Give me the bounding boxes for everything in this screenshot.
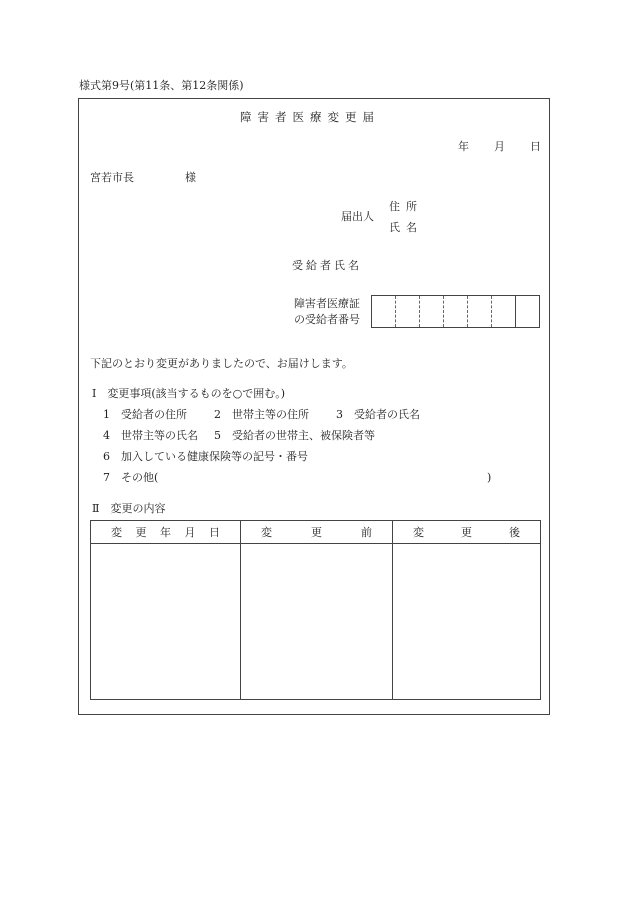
change-after-cell[interactable] (393, 544, 541, 700)
column-header-date-text (91, 524, 240, 540)
number-digit-cell[interactable] (372, 296, 396, 327)
column-header-after (393, 521, 541, 544)
change-item-7: 7 その他( (103, 471, 159, 484)
change-item-6: 6 加入している健康保険等の記号・番号 (103, 450, 308, 463)
change-item-5: 5 受給者の世帯主、被保険者等 (214, 429, 375, 442)
certificate-label-line1: 障害者医療証 (294, 297, 360, 310)
name-label: 氏名 (389, 221, 423, 234)
form-title: 障害者医療変更届 (240, 110, 380, 124)
number-digit-cell[interactable] (468, 296, 492, 327)
column-header-before-text (241, 524, 392, 540)
number-digit-cell[interactable] (396, 296, 420, 327)
applicant-label: 届出人 (341, 210, 374, 223)
change-details-table (90, 520, 541, 700)
date-month-label: 月 (494, 140, 505, 153)
change-item-4: 4 世帯主等の氏名 (103, 429, 198, 442)
column-header-char: 変 (413, 526, 424, 539)
change-before-cell[interactable] (241, 544, 393, 700)
addressee-name: 宮若市長 (90, 171, 134, 184)
change-item-1: 1 受給者の住所 (103, 408, 187, 421)
section1-heading: Ⅰ 変更事項(該当するものを○で囲む。) (92, 387, 286, 400)
recipient-name-label: 受給者氏名 (292, 259, 362, 272)
column-header-char: 更 (311, 526, 322, 539)
column-header-date (91, 521, 241, 544)
column-header-char: 月 (184, 526, 196, 539)
certificate-label-line2: の受給者番号 (294, 313, 360, 326)
column-header-char: 変 (261, 526, 272, 539)
section2-heading: Ⅱ 変更の内容 (92, 502, 166, 515)
number-digit-cell[interactable] (492, 296, 516, 327)
column-header-char: 前 (361, 526, 372, 539)
notice-text: 下記のとおり変更がありましたので、お届けします。 (90, 357, 353, 370)
column-header-after-text (393, 524, 540, 540)
recipient-number-box[interactable] (371, 295, 540, 328)
number-digit-cell[interactable] (444, 296, 468, 327)
column-header-char: 日 (209, 526, 220, 539)
other-close-paren: ) (487, 471, 492, 484)
column-header-char: 更 (461, 526, 472, 539)
change-item-2: 2 世帯主等の住所 (214, 408, 309, 421)
change-date-cell[interactable] (91, 544, 241, 700)
address-label: 住所 (389, 200, 423, 213)
date-day-label: 日 (530, 140, 541, 153)
number-digit-cell[interactable] (516, 296, 539, 327)
addressee-honorific: 様 (185, 171, 196, 184)
date-year-label: 年 (458, 140, 469, 153)
column-header-char: 変 (111, 526, 122, 539)
column-header-char: 年 (160, 526, 171, 539)
column-header-char: 更 (135, 526, 147, 539)
form-number: 様式第9号(第11条、第12条関係) (79, 79, 244, 92)
column-header-before (241, 521, 393, 544)
number-digit-cell[interactable] (420, 296, 444, 327)
column-header-char: 後 (509, 526, 520, 539)
change-item-3: 3 受給者の氏名 (336, 408, 420, 421)
